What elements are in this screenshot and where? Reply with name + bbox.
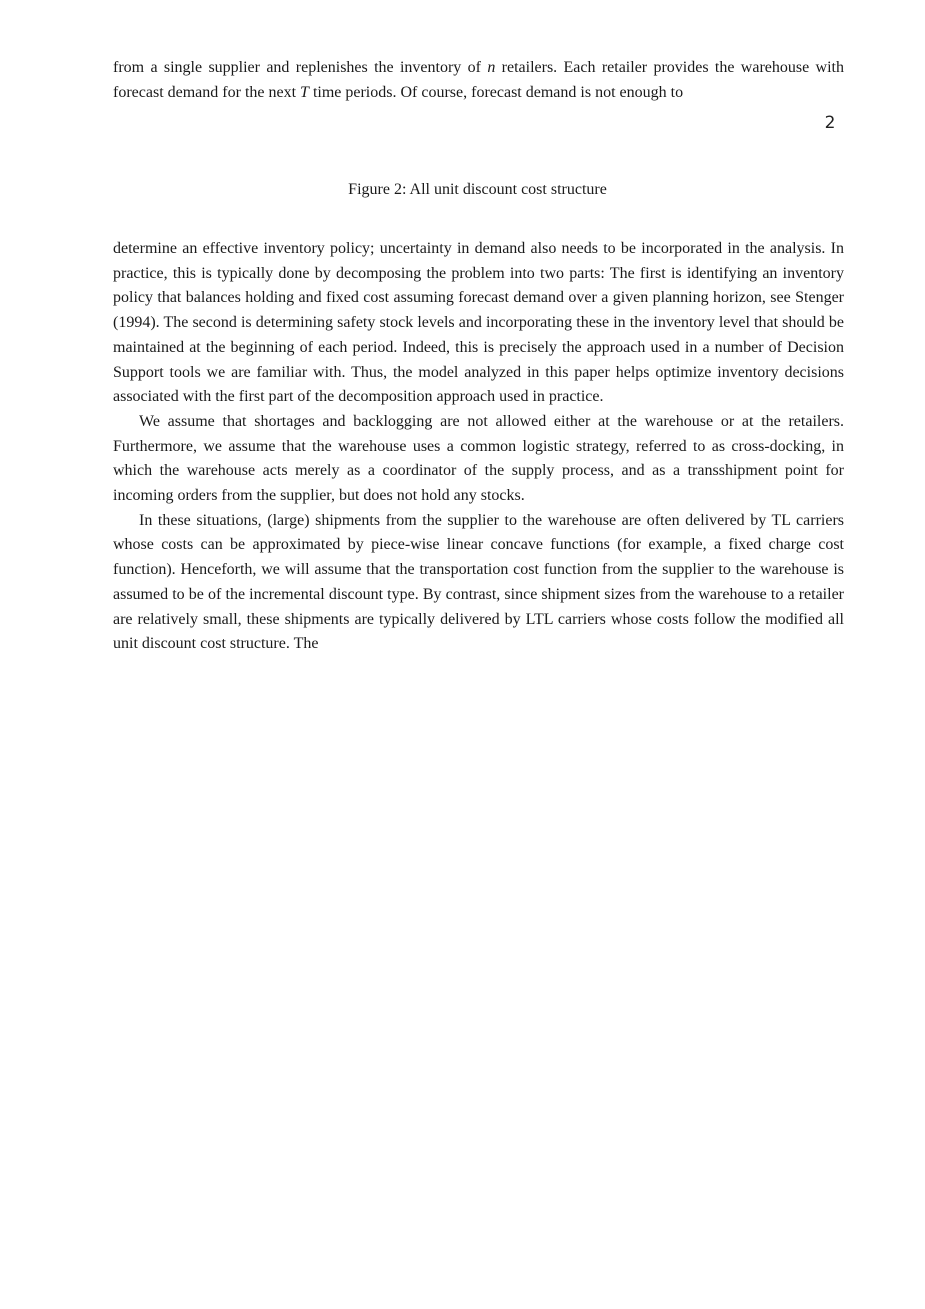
paragraph-assumptions: We assume that shortages and backlogging are not allowed either at the warehouse or at the retailers. Furthermore, we assume that the warehouse uses a common logistic strategy, referred to as cross-docking, in which the warehouse acts merely as a coordinator of the supply process, and as a transshipment point for incoming orders from the supplier, but does not hold any stocks. [113,412,844,505]
variable-T: T [300,83,309,101]
page-number: 2 [824,113,836,133]
figure-caption: Figure 2: All unit discount cost structure [348,181,607,198]
variable-n: n [487,59,496,76]
paragraph-carriers: In these situations, (large) shipments from the supplier to the warehouse are often delivered by TL carriers whose costs can be approximated by piece-wise linear concave functions (for example, a fixed charge cost function). Henceforth, we will assume that the transportation cost function from the supplier to the warehouse is assumed to be of the incremental discount type. By contrast, since shipment sizes from the warehouse to a retailer are relatively small, these shipments are typically delivered by LTL carriers whose costs follow the modified all unit discount cost structure. The [113,511,844,653]
paragraph-continuation: determine an effective inventory policy; uncertainty in demand also needs to be incorporated in the analysis. In practice, this is typically done by decomposing the problem into two parts: The first is identifying an inventory policy that balances holding and fixed cost assuming forecast demand over a given planning horizon, see Stenger (1994). The second is determining safety stock levels and incorporating these in the inventory level that should be maintained at the beginning of each period. Indeed, this is precisely the approach used in a number of Decision Support tools we are familiar with. Thus, the model analyzed in this paper helps optimize inventory decisions associated with the first part of the decomposition approach used in practice. [113,240,844,406]
body-text [113,237,844,657]
intro-text: from a single supplier and replenishes the inventory of n retailers. Each retailer provides the warehouse with forecast demand for the next T time periods. Of course, forecast demand is not enough to [113,59,844,101]
intro-paragraph [113,56,844,105]
